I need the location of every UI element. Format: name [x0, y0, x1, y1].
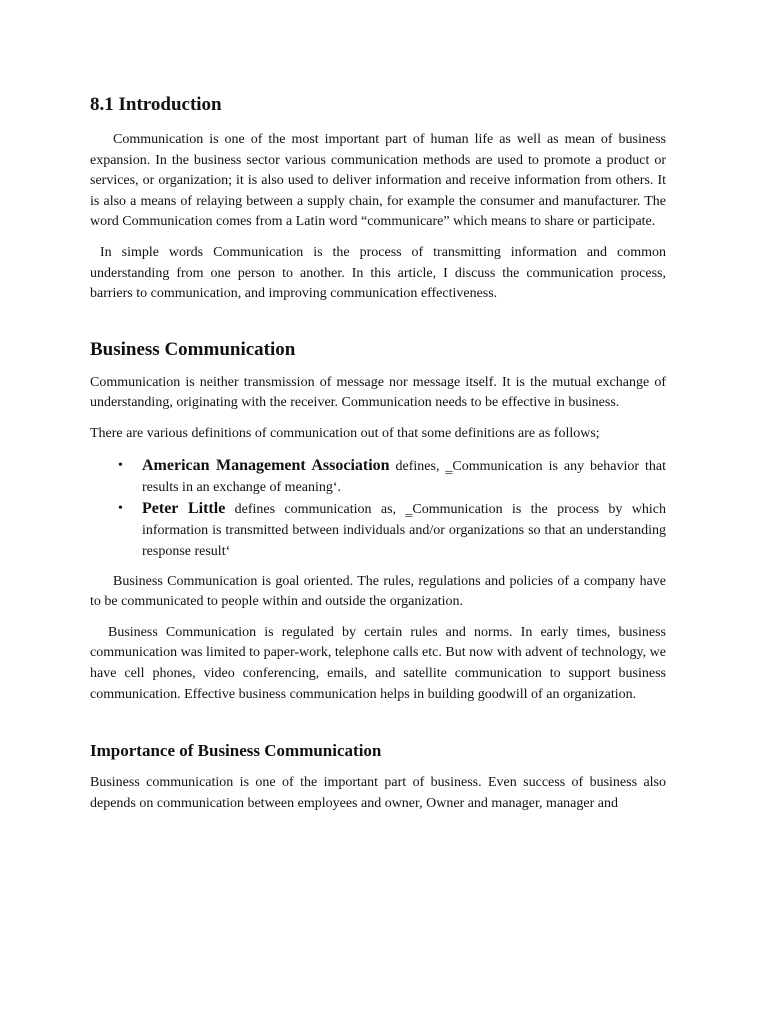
business-paragraph-1: Communication is neither transmission of message nor message itself. It is the mutual exchange of understanding, originating with the receiver. Communication needs to be effective in business. — [90, 374, 666, 411]
bullet-icon: • — [118, 457, 123, 473]
section-heading-importance: Importance of Business Communication — [90, 741, 382, 761]
definition-author: Peter Little — [142, 499, 226, 517]
definition-text: defines, ‗Communication is any behavior that results in an exchange of meaning‘. — [142, 458, 666, 495]
definitions-list — [90, 455, 666, 562]
definition-item — [90, 498, 666, 562]
definition-author: American Management Association — [142, 456, 390, 474]
definition-text: defines communication as, ‗Communication is the process by which information is transmitted between individuals and/or organizations so that an understanding response result‘ — [142, 501, 666, 559]
business-paragraph-2: There are various definitions of communication out of that some definitions are as follows; — [90, 425, 600, 441]
business-paragraph-3: Business Communication is goal oriented. The rules, regulations and policies of a company have to be communicated to people within and outside the organization. — [90, 573, 666, 610]
definition-item — [90, 455, 666, 498]
document-body — [90, 92, 666, 824]
business-paragraph-4: Business Communication is regulated by certain rules and norms. In early times, business communication was limited to paper-work, telephone calls etc. But now with advent of technology, we have cell phones, video conferencing, emails, and satellite communication to support business communication. Effective business communication helps in building goodwill of an organization. — [90, 624, 666, 702]
section-heading-introduction: 8.1 Introduction — [90, 94, 222, 115]
bullet-icon: • — [118, 500, 123, 516]
section-heading-business-communication: Business Communication — [90, 338, 296, 360]
intro-paragraph-1: Communication is one of the most important part of human life as well as mean of business expansion. In the business sector various communication methods are used to promote a product or services, or organization; it is also used to deliver information and receive information from others. It is also a means of relaying between a supply chain, for example the consumer and manufacturer. The word Communication comes from a Latin word “communicare” which means to share or participate. — [90, 132, 666, 230]
importance-paragraph-1: Business communication is one of the important part of business. Even success of business also depends on communication between employees and owner, Owner and manager, manager and — [90, 775, 666, 811]
intro-paragraph-2: In simple words Communication is the process of transmitting information and common understanding from one person to another. In this article, I discuss the communication process, barriers to communication, and improving communication effectiveness. — [90, 244, 666, 302]
